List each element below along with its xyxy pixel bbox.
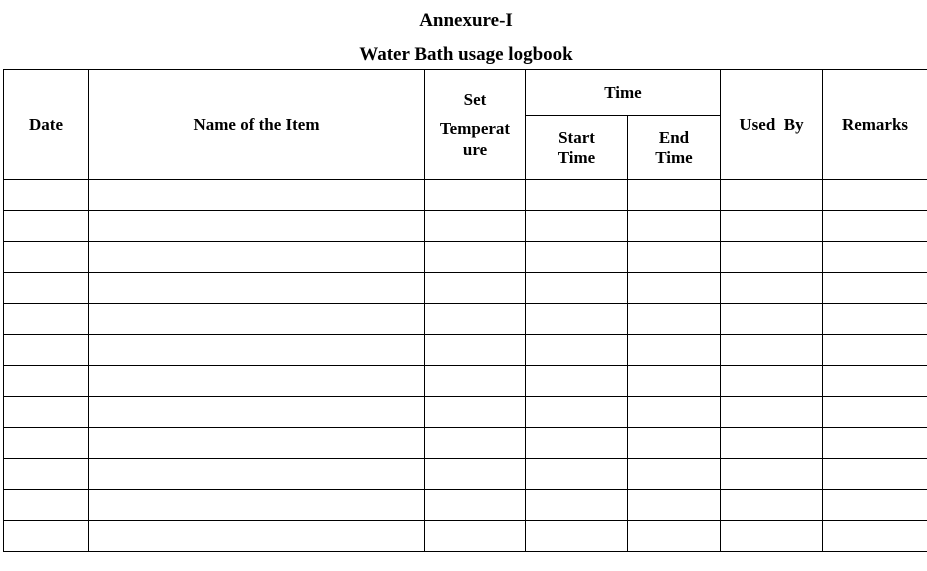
cell-end-time[interactable]	[628, 428, 721, 459]
cell-item-name[interactable]	[89, 242, 425, 273]
cell-remarks[interactable]	[823, 490, 927, 521]
cell-start-time[interactable]	[526, 180, 628, 211]
cell-start-time[interactable]	[526, 273, 628, 304]
table-row	[4, 428, 927, 459]
cell-remarks[interactable]	[823, 428, 927, 459]
logbook-body	[4, 180, 927, 552]
cell-set-temperature[interactable]	[425, 211, 526, 242]
cell-item-name[interactable]	[89, 428, 425, 459]
cell-item-name[interactable]	[89, 211, 425, 242]
cell-end-time[interactable]	[628, 521, 721, 552]
cell-date[interactable]	[4, 335, 89, 366]
table-row	[4, 521, 927, 552]
cell-used-by[interactable]	[721, 366, 823, 397]
cell-date[interactable]	[4, 180, 89, 211]
cell-used-by[interactable]	[721, 304, 823, 335]
cell-date[interactable]	[4, 397, 89, 428]
cell-start-time[interactable]	[526, 211, 628, 242]
cell-start-time[interactable]	[526, 428, 628, 459]
header-start-time	[526, 116, 628, 180]
table-row	[4, 180, 927, 211]
cell-set-temperature[interactable]	[425, 242, 526, 273]
cell-end-time[interactable]	[628, 366, 721, 397]
table-row	[4, 366, 927, 397]
cell-item-name[interactable]	[89, 366, 425, 397]
cell-end-time[interactable]	[628, 180, 721, 211]
cell-set-temperature[interactable]	[425, 335, 526, 366]
cell-item-name[interactable]	[89, 459, 425, 490]
cell-remarks[interactable]	[823, 304, 927, 335]
header-date: Date	[4, 70, 89, 180]
cell-item-name[interactable]	[89, 304, 425, 335]
cell-set-temperature[interactable]	[425, 521, 526, 552]
cell-set-temperature[interactable]	[425, 273, 526, 304]
header-item-name: Name of the Item	[89, 70, 425, 180]
header-start-line1: Start	[558, 127, 595, 147]
cell-end-time[interactable]	[628, 273, 721, 304]
table-row	[4, 490, 927, 521]
table-row	[4, 242, 927, 273]
table-row	[4, 459, 927, 490]
cell-used-by[interactable]	[721, 180, 823, 211]
cell-used-by[interactable]	[721, 428, 823, 459]
header-end-line1: End	[658, 127, 690, 147]
header-temperature-line2: ure	[462, 140, 488, 159]
cell-start-time[interactable]	[526, 304, 628, 335]
cell-start-time[interactable]	[526, 242, 628, 273]
cell-date[interactable]	[4, 366, 89, 397]
header-temperature-line1: Temperat	[439, 119, 511, 138]
header-end-line2: Time	[655, 147, 693, 167]
header-set-temperature	[425, 70, 526, 180]
logbook-header	[4, 70, 927, 180]
cell-date[interactable]	[4, 490, 89, 521]
cell-remarks[interactable]	[823, 521, 927, 552]
cell-remarks[interactable]	[823, 366, 927, 397]
cell-date[interactable]	[4, 242, 89, 273]
table-row	[4, 304, 927, 335]
header-time: Time	[526, 70, 721, 116]
cell-item-name[interactable]	[89, 335, 425, 366]
header-set-label: Set	[463, 90, 487, 109]
cell-date[interactable]	[4, 459, 89, 490]
cell-date[interactable]	[4, 521, 89, 552]
cell-start-time[interactable]	[526, 459, 628, 490]
cell-end-time[interactable]	[628, 397, 721, 428]
cell-end-time[interactable]	[628, 242, 721, 273]
table-row	[4, 273, 927, 304]
cell-start-time[interactable]	[526, 490, 628, 521]
cell-item-name[interactable]	[89, 490, 425, 521]
cell-set-temperature[interactable]	[425, 428, 526, 459]
header-remarks: Remarks	[823, 70, 927, 180]
cell-end-time[interactable]	[628, 490, 721, 521]
cell-remarks[interactable]	[823, 459, 927, 490]
cell-set-temperature[interactable]	[425, 304, 526, 335]
cell-date[interactable]	[4, 304, 89, 335]
cell-end-time[interactable]	[628, 211, 721, 242]
header-start-line2: Time	[557, 147, 596, 167]
cell-set-temperature[interactable]	[425, 459, 526, 490]
cell-item-name[interactable]	[89, 273, 425, 304]
cell-set-temperature[interactable]	[425, 490, 526, 521]
cell-start-time[interactable]	[526, 335, 628, 366]
cell-date[interactable]	[4, 273, 89, 304]
cell-used-by[interactable]	[721, 459, 823, 490]
cell-used-by[interactable]	[721, 211, 823, 242]
cell-used-by[interactable]	[721, 521, 823, 552]
cell-used-by[interactable]	[721, 397, 823, 428]
header-end-time	[628, 116, 721, 180]
cell-start-time[interactable]	[526, 521, 628, 552]
logbook-title: Water Bath usage logbook	[359, 44, 573, 65]
table-row	[4, 211, 927, 242]
cell-end-time[interactable]	[628, 459, 721, 490]
cell-set-temperature[interactable]	[425, 180, 526, 211]
cell-remarks[interactable]	[823, 273, 927, 304]
cell-date[interactable]	[4, 428, 89, 459]
cell-remarks[interactable]	[823, 335, 927, 366]
cell-set-temperature[interactable]	[425, 366, 526, 397]
cell-remarks[interactable]	[823, 211, 927, 242]
logbook-table	[3, 69, 927, 552]
cell-start-time[interactable]	[526, 397, 628, 428]
cell-remarks[interactable]	[823, 397, 927, 428]
cell-item-name[interactable]	[89, 180, 425, 211]
cell-end-time[interactable]	[628, 335, 721, 366]
annexure-label: Annexure-I	[419, 10, 513, 31]
cell-date[interactable]	[4, 211, 89, 242]
cell-remarks[interactable]	[823, 180, 927, 211]
table-row	[4, 397, 927, 428]
table-row	[4, 335, 927, 366]
cell-used-by[interactable]	[721, 273, 823, 304]
header-used-by: Used By	[721, 70, 823, 180]
cell-used-by[interactable]	[721, 242, 823, 273]
cell-item-name[interactable]	[89, 397, 425, 428]
cell-remarks[interactable]	[823, 242, 927, 273]
cell-used-by[interactable]	[721, 335, 823, 366]
cell-start-time[interactable]	[526, 366, 628, 397]
cell-end-time[interactable]	[628, 304, 721, 335]
cell-used-by[interactable]	[721, 490, 823, 521]
cell-item-name[interactable]	[89, 521, 425, 552]
cell-set-temperature[interactable]	[425, 397, 526, 428]
